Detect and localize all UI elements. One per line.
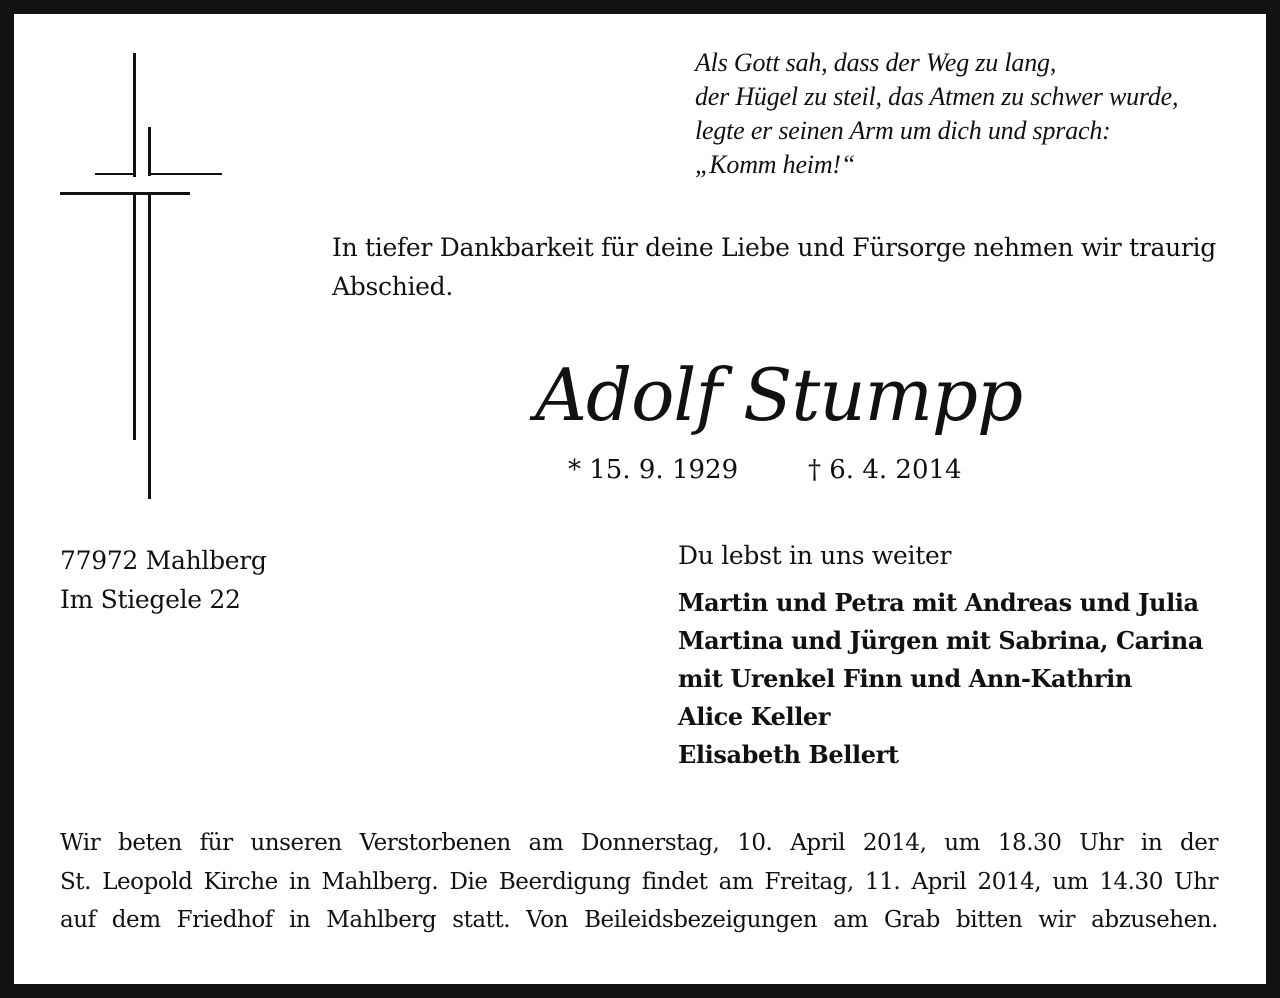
- quote-line: Als Gott sah, dass der Weg zu lang,: [695, 48, 1057, 77]
- family-list: [678, 584, 1203, 774]
- address-line: 77972 Mahlberg: [60, 546, 267, 575]
- funeral-notice: [60, 824, 1218, 940]
- cross-icon: [0, 0, 240, 510]
- closing-line: St. Leopold Kirche in Mahlberg. Die Beerdigung findet am Freitag, 11. April 2014, um 14.30 Uhr: [60, 868, 1218, 895]
- closing-line: Wir beten für unseren Verstorbenen am Donnerstag, 10. April 2014, um 18.30 Uhr in der: [60, 830, 1218, 856]
- quote-line: legte er seinen Arm um dich und sprach:: [695, 116, 1111, 145]
- closing-line: auf dem Friedhof in Mahlberg statt. Von Beileidsbezeigungen am Grab bitten wir abzusehen.: [60, 907, 1218, 933]
- intro-text: In tiefer Dankbarkeit für deine Liebe und Fürsorge nehmen wir traurig Abschied.: [332, 233, 1216, 301]
- birth-date: * 15. 9. 1929: [568, 455, 739, 485]
- family-member-line: Alice Keller: [678, 702, 831, 731]
- family-member-line: Elisabeth Bellert: [678, 740, 899, 769]
- address-block: [60, 541, 267, 619]
- quote-line: „Komm heim!“: [695, 150, 856, 179]
- family-member-line: mit Urenkel Finn und Ann-Kathrin: [678, 664, 1132, 693]
- address-line: Im Stiegele 22: [60, 585, 241, 614]
- death-date: † 6. 4. 2014: [808, 455, 962, 485]
- quote-line: der Hügel zu steil, das Atmen zu schwer wurde,: [695, 82, 1179, 111]
- poem-quote: [695, 46, 1178, 182]
- family-member-line: Martin und Petra mit Andreas und Julia: [678, 588, 1199, 617]
- family-intro: Du lebst in uns weiter: [678, 541, 952, 570]
- deceased-name: Adolf Stumpp: [535, 353, 1023, 437]
- family-member-line: Martina und Jürgen mit Sabrina, Carina: [678, 626, 1203, 655]
